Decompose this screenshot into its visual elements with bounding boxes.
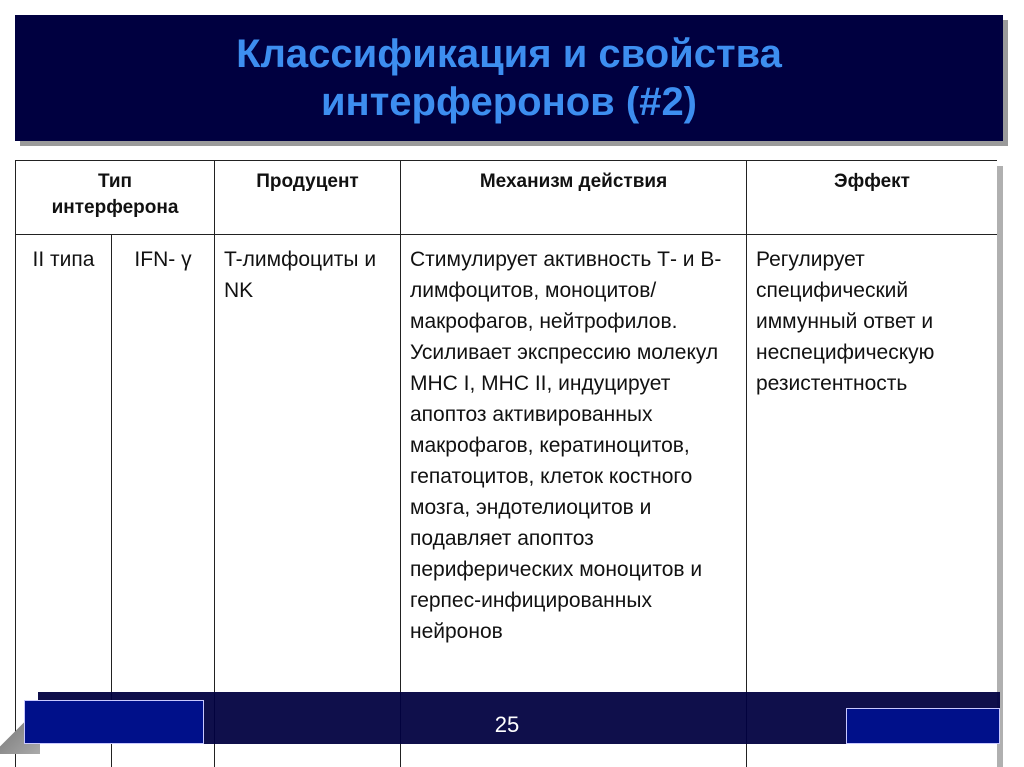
slide-title-line-2: интерферонов (#2) [320, 80, 698, 124]
table-header-row [16, 161, 998, 235]
table-shadow [997, 166, 1003, 767]
page-number: 25 [494, 712, 520, 737]
cell-subtype: IFN- γ [112, 235, 215, 767]
header-producer: Продуцент [215, 161, 401, 235]
interferon-table [15, 160, 997, 767]
cell-mechanism: Стимулирует активность Т- и В-лимфоцитов, моноцитов/макрофагов, нейтрофилов. Усиливает экспрессию молекул МНС I, МНС II, индуцирует апоптоз активированных макрофагов, кератиноцитов, гепатоцитов, клеток костного мозга, эндотелиоцитов и подавляет апоптоз периферических моноцитов и герпес-инфицированных нейронов [401, 235, 747, 767]
table-container [15, 160, 997, 767]
footer-box-right [846, 708, 1000, 744]
header-type: Тип интерферона [16, 161, 215, 235]
slide-title-line-1: Классификация и свойства [236, 32, 782, 76]
title-bar [15, 15, 1003, 141]
header-mechanism: Механизм действия [401, 161, 747, 235]
cell-effect: Регулирует специфический иммунный ответ и неспецифическую резистентность [747, 235, 998, 767]
cell-producer: T-лимфоциты и NK [215, 235, 401, 767]
table-row [16, 235, 998, 767]
header-effect: Эффект [747, 161, 998, 235]
footer-box-left [24, 700, 204, 744]
cell-type: II типа [16, 235, 112, 767]
